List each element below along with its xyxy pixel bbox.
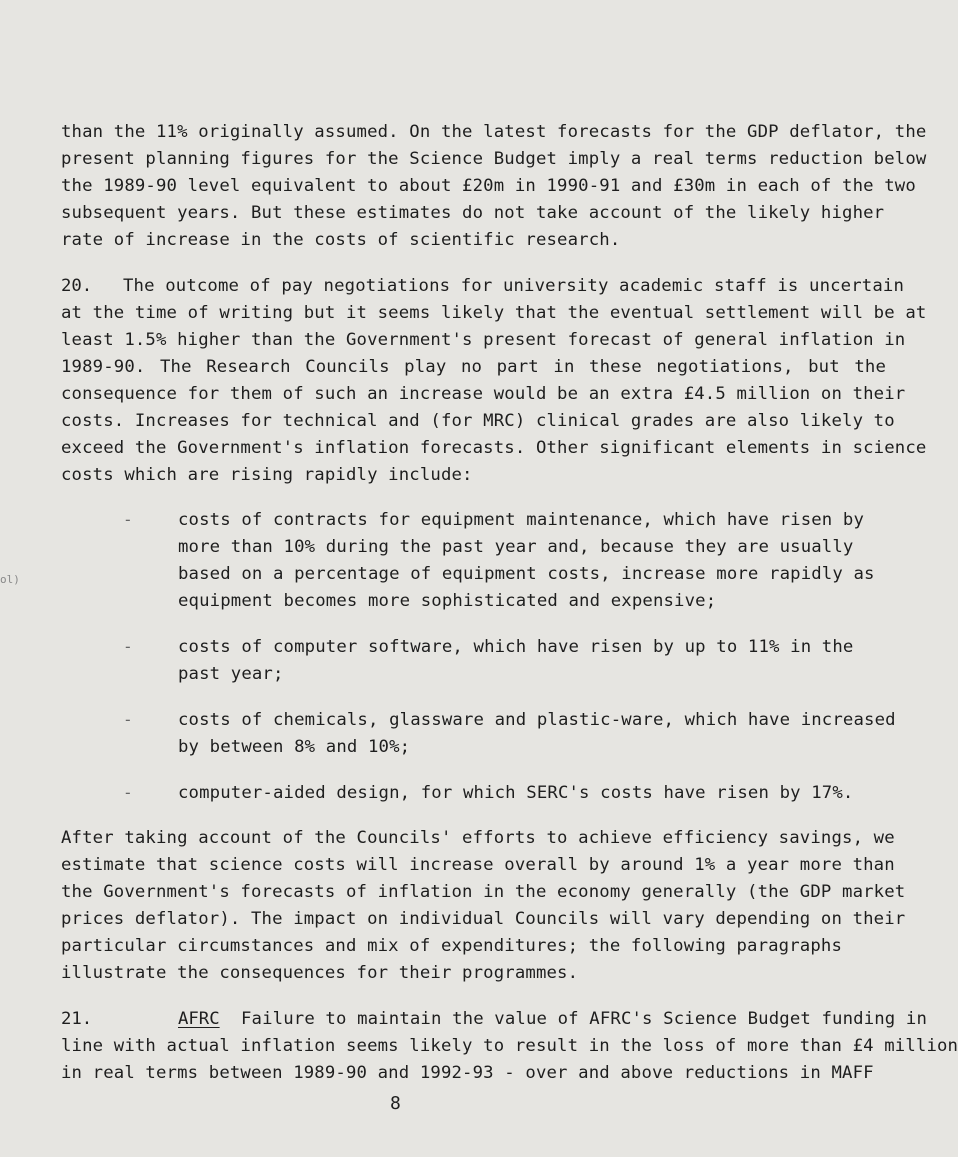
margin-mark: ol) (0, 573, 20, 586)
body-line: particular circumstances and mix of expenditures; the following paragraphs (61, 936, 843, 956)
bullet-line: computer-aided design, for which SERC's costs have risen by 17%. (178, 783, 854, 803)
section-heading-afrc: AFRC (178, 1009, 220, 1029)
paragraph-number: 20. (61, 276, 93, 296)
body-line: rate of increase in the costs of scientific research. (61, 230, 621, 250)
bullet-dash: - (123, 510, 133, 529)
bullet-line: costs of computer software, which have risen by up to 11% in the (178, 637, 854, 657)
body-line: illustrate the consequences for their programmes. (61, 963, 579, 983)
bullet-line: equipment becomes more sophisticated and expensive; (178, 591, 717, 611)
bullet-line: based on a percentage of equipment costs, increase more rapidly as (178, 564, 875, 584)
body-line: 1989-90. The Research Councils play no part in these negotiations, but the (61, 357, 887, 377)
body-line: After taking account of the Councils' efforts to achieve efficiency savings, we (61, 828, 895, 848)
paragraph-number: 21. (61, 1009, 93, 1029)
bullet-line: by between 8% and 10%; (178, 737, 411, 757)
body-line: present planning figures for the Science Budget imply a real terms reduction below (61, 149, 927, 169)
body-line: costs. Increases for technical and (for MRC) clinical grades are also likely to (61, 411, 895, 431)
paragraph-21-first-line: Failure to maintain the value of AFRC's Science Budget funding in (241, 1009, 928, 1029)
body-line: estimate that science costs will increase overall by around 1% a year more than (61, 855, 895, 875)
bullet-dash: - (123, 637, 133, 656)
body-line: than the 11% originally assumed. On the latest forecasts for the GDP deflator, the (61, 122, 927, 142)
body-line: line with actual inflation seems likely to result in the loss of more than £4 million (61, 1036, 958, 1056)
bullet-line: costs of chemicals, glassware and plastic-ware, which have increased (178, 710, 896, 730)
body-line: the 1989-90 level equivalent to about £20m in 1990-91 and £30m in each of the two (61, 176, 916, 196)
body-line: prices deflator). The impact on individual Councils will vary depending on their (61, 909, 906, 929)
page-number: 8 (390, 1093, 401, 1114)
bullet-line: more than 10% during the past year and, because they are usually (178, 537, 854, 557)
body-line: in real terms between 1989-90 and 1992-93 - over and above reductions in MAFF (61, 1063, 874, 1083)
body-line: subsequent years. But these estimates do not take account of the likely higher (61, 203, 885, 223)
body-line: exceed the Government's inflation forecasts. Other significant elements in science (61, 438, 927, 458)
bullet-line: past year; (178, 664, 284, 684)
body-line: costs which are rising rapidly include: (61, 465, 473, 485)
body-line: the Government's forecasts of inflation in the economy generally (the GDP market (61, 882, 906, 902)
bullet-line: costs of contracts for equipment maintenance, which have risen by (178, 510, 865, 530)
body-line: at the time of writing but it seems likely that the eventual settlement will be at (61, 303, 927, 323)
body-line: consequence for them of such an increase would be an extra £4.5 million on their (61, 384, 906, 404)
paragraph-20-first-line: The outcome of pay negotiations for university academic staff is uncertain (123, 276, 905, 296)
bullet-dash: - (123, 710, 133, 729)
bullet-dash: - (123, 783, 133, 802)
body-line: least 1.5% higher than the Government's present forecast of general inflation in (61, 330, 906, 350)
